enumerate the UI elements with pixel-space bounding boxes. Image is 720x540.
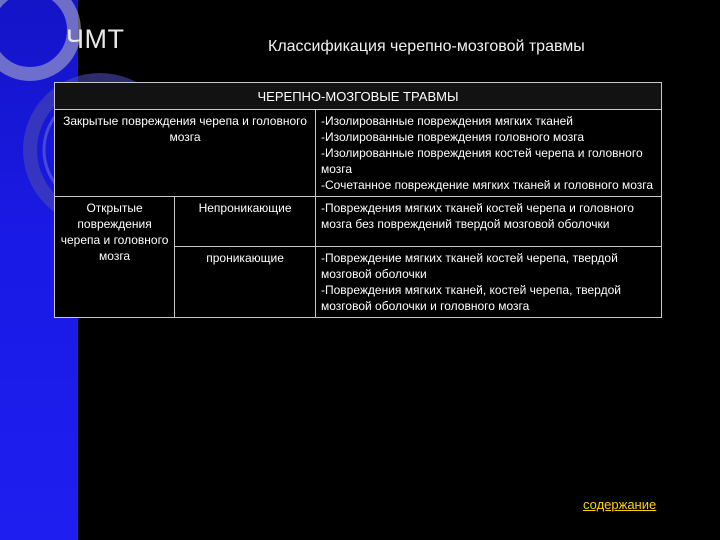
- list-item: -Сочетанное повреждение мягких тканей и головного мозга: [321, 178, 654, 192]
- list-item: -Изолированные повреждения костей черепа и головного мозга: [321, 146, 643, 176]
- list-item: -Изолированные повреждения мягких тканей: [321, 114, 573, 128]
- list-item: -Повреждение мягких тканей костей черепа, твердой мозговой оболочки: [321, 251, 618, 281]
- list-item: -Изолированные повреждения головного мозга: [321, 130, 585, 144]
- list-item: -Повреждения мягких тканей костей черепа и головного мозга без повреждений твердой мозговой оболочки: [321, 201, 634, 231]
- contents-link[interactable]: содержание: [583, 497, 657, 512]
- open-injury-label: Открытые повреждения черепа и головного мозга: [55, 197, 175, 318]
- non-penetrating-items: [316, 197, 662, 247]
- table-row: [55, 110, 662, 197]
- penetrating-items: [316, 247, 662, 318]
- penetrating-label: проникающие: [175, 247, 316, 318]
- slide-tag: ЧМТ: [66, 24, 125, 54]
- closed-injury-items: [316, 110, 662, 197]
- non-penetrating-label: Непроникающие: [175, 197, 316, 247]
- table-row: [55, 197, 662, 247]
- classification-table: [54, 82, 662, 318]
- list-item: -Повреждения мягких тканей, костей черепа, твердой мозговой оболочки и головного мозга: [321, 283, 621, 313]
- page-title: Классификация черепно-мозговой травмы: [268, 38, 585, 55]
- closed-injury-label: Закрытые повреждения черепа и головного мозга: [55, 110, 316, 197]
- table-header: ЧЕРЕПНО-МОЗГОВЫЕ ТРАВМЫ: [55, 83, 662, 110]
